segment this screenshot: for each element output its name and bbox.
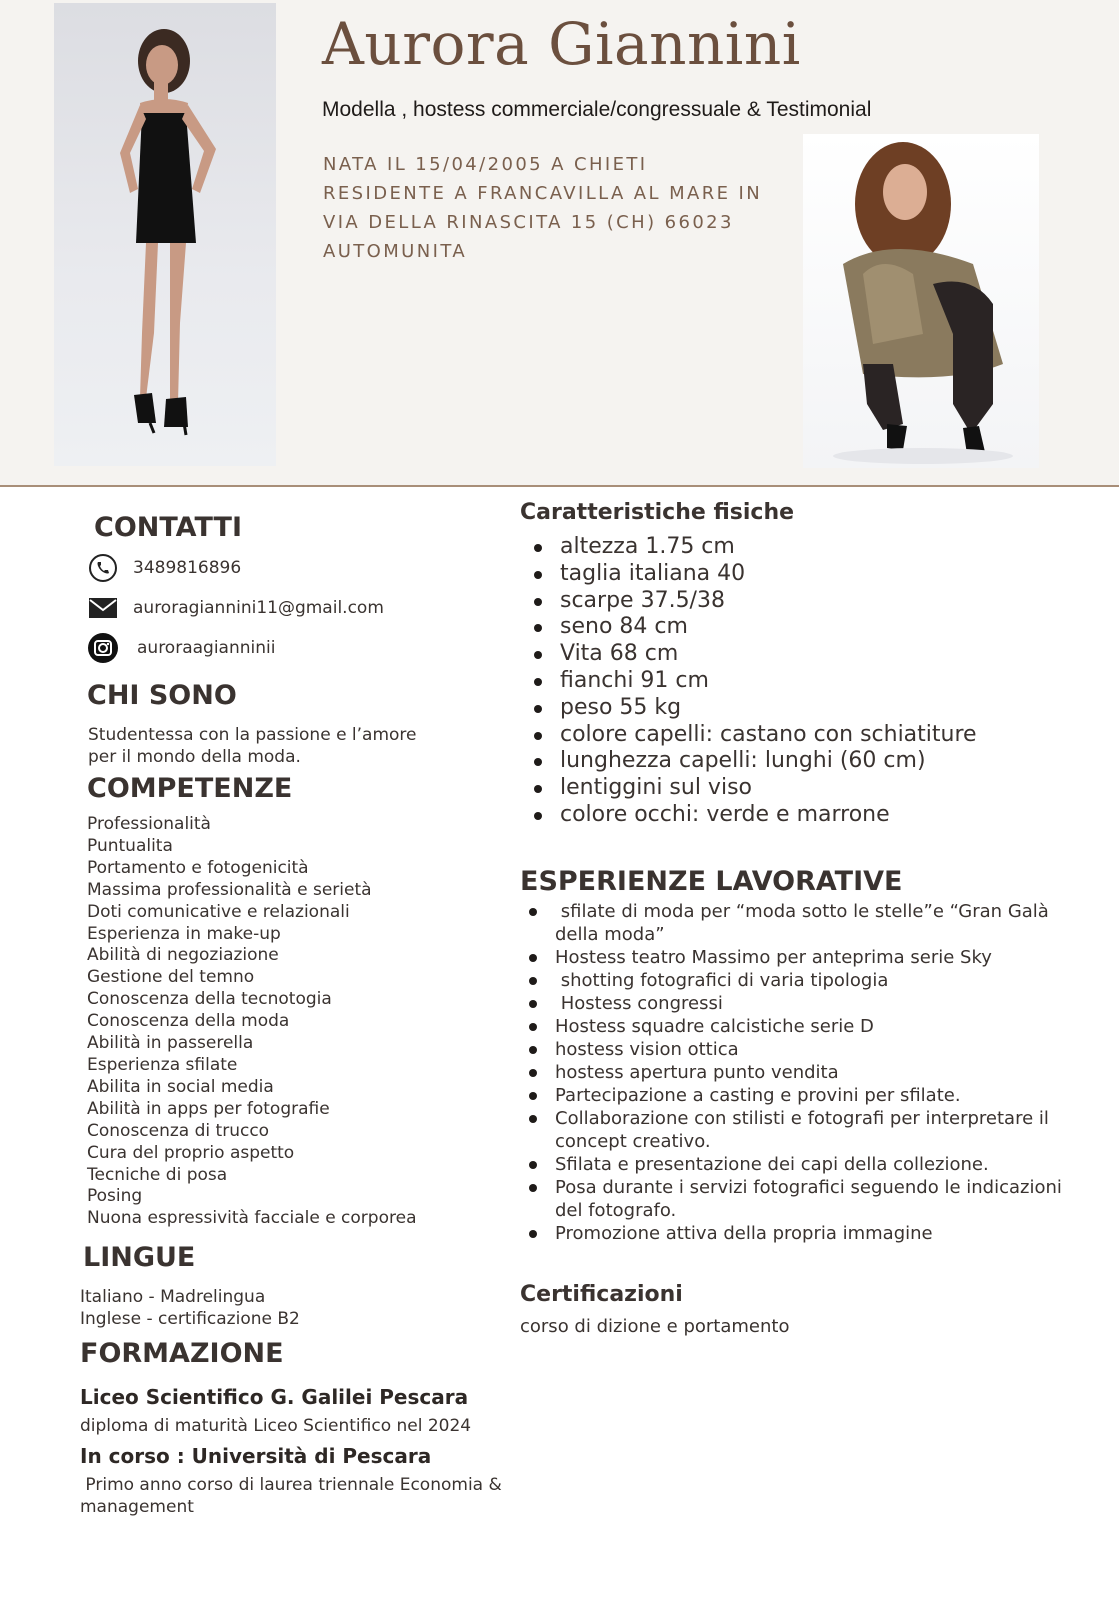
experience-list <box>517 900 1087 1245</box>
skill-item: Abilità di negoziazione <box>87 945 279 966</box>
profession-subtitle: Modella , hostess commerciale/congressuale & Testimonial <box>322 98 872 121</box>
school-detail <box>80 1415 471 1437</box>
experience-item: Partecipazione a casting e provini per sfilate. <box>517 1084 1087 1107</box>
skill-item: Esperienza in make-up <box>87 923 281 944</box>
physical-list <box>522 534 977 829</box>
person-name: Aurora Giannini <box>322 10 801 78</box>
skill-item: Professionalità <box>87 814 211 834</box>
about-heading: CHI SONO <box>87 680 237 711</box>
skill-item: Nuona espressività facciale e corporea <box>87 1208 417 1229</box>
language-item: Inglese - certificazione B2 <box>80 1309 300 1329</box>
physical-item: colore capelli: castano con schiatiture <box>522 722 977 749</box>
physical-item: scarpe 37.5/38 <box>522 588 977 615</box>
residence-line: RESIDENTE A FRANCAVILLA AL MARE IN <box>323 183 763 204</box>
experience-item: Hostess squadre calcistiche serie D <box>517 1015 1087 1038</box>
skill-item: Abilità in passerella <box>87 1033 254 1054</box>
languages-list <box>80 1286 300 1330</box>
full-body-photo <box>54 3 276 466</box>
crouching-photo <box>803 134 1039 468</box>
physical-item: fianchi 91 cm <box>522 668 977 695</box>
header-band <box>0 0 1119 487</box>
certifications-heading: Certificazioni <box>520 1282 683 1307</box>
about-line: per il mondo della moda. <box>88 747 301 767</box>
physical-item: taglia italiana 40 <box>522 561 977 588</box>
phone-icon <box>87 552 119 584</box>
skill-item: Conoscenza della tecnotogia <box>87 989 332 1010</box>
car-owner-line: AUTOMUNITA <box>323 241 468 262</box>
university-detail <box>80 1474 502 1518</box>
physical-item: peso 55 kg <box>522 695 977 722</box>
physical-item: Vita 68 cm <box>522 641 977 668</box>
envelope-icon <box>87 592 119 624</box>
model-silhouette-figure <box>54 3 276 466</box>
skill-item: Cura del proprio aspetto <box>87 1142 295 1163</box>
skills-list <box>87 814 416 1230</box>
experience-item: Hostess congressi <box>517 992 1087 1015</box>
physical-item: lentiggini sul viso <box>522 775 977 802</box>
university-detail-line: management <box>80 1497 194 1517</box>
experience-item: hostess vision ottica <box>517 1038 1087 1061</box>
contacts-heading: CONTATTI <box>94 512 242 543</box>
school-detail-line: diploma di maturità Liceo Scientifico nel 2024 <box>80 1416 472 1436</box>
skill-item: Gestione del temno <box>87 967 255 988</box>
university-title: In corso : Università di Pescara <box>80 1444 432 1468</box>
university-detail-line: Primo anno corso di laurea triennale Economia & <box>80 1475 502 1495</box>
model-crouching-figure <box>803 134 1039 468</box>
skill-item: Esperienza sfilate <box>87 1054 238 1075</box>
language-item: Italiano - Madrelingua <box>80 1287 266 1307</box>
address-line: VIA DELLA RINASCITA 15 (CH) 66023 <box>323 212 734 233</box>
education-heading: FORMAZIONE <box>80 1338 284 1369</box>
skill-item: Portamento e fotogenicità <box>87 857 309 878</box>
birth-line: NATA IL 15/04/2005 A CHIETI <box>323 154 648 175</box>
skill-item: Puntualita <box>87 835 173 856</box>
about-line: Studentessa con la passione e l’amore <box>88 725 417 745</box>
skill-item: Abilita in social media <box>87 1076 274 1097</box>
experience-item: shotting fotografici di varia tipologia <box>517 969 1087 992</box>
phone-number[interactable]: 3489816896 <box>133 558 242 578</box>
skill-item: Doti comunicative e relazionali <box>87 901 350 922</box>
skill-item: Abilità in apps per fotografie <box>87 1098 330 1119</box>
certification-text: corso di dizione e portamento <box>520 1316 790 1337</box>
skill-item: Massima professionalità e serietà <box>87 879 372 900</box>
experience-item: Posa durante i servizi fotografici seguendo le indicazioni del fotografo. <box>517 1176 1087 1222</box>
physical-heading: Caratteristiche fisiche <box>520 500 795 525</box>
languages-heading: LINGUE <box>83 1242 196 1273</box>
skill-item: Tecniche di posa <box>87 1164 228 1185</box>
experience-item: Sfilata e presentazione dei capi della collezione. <box>517 1153 1087 1176</box>
physical-item: seno 84 cm <box>522 614 977 641</box>
experience-item: hostess apertura punto vendita <box>517 1061 1087 1084</box>
experience-item: Hostess teatro Massimo per anteprima serie Sky <box>517 946 1087 969</box>
skill-item: Conoscenza di trucco <box>87 1120 270 1141</box>
skills-heading: COMPETENZE <box>87 773 293 804</box>
physical-item: colore occhi: verde e marrone <box>522 802 977 829</box>
about-text <box>88 724 417 768</box>
skill-item: Posing <box>87 1186 143 1207</box>
instagram-icon <box>87 632 119 664</box>
experience-item: sfilate di moda per “moda sotto le stelle”e “Gran Galà della moda” <box>517 900 1087 946</box>
physical-item: altezza 1.75 cm <box>522 534 977 561</box>
school-title: Liceo Scientifico G. Galilei Pescara <box>80 1385 469 1409</box>
experience-item: Collaborazione con stilisti e fotografi per interpretare il concept creativo. <box>517 1107 1087 1153</box>
physical-item: lunghezza capelli: lunghi (60 cm) <box>522 748 977 775</box>
birth-residence-info <box>323 150 762 266</box>
email-row[interactable] <box>87 592 384 624</box>
experience-heading: ESPERIENZE LAVORATIVE <box>520 866 903 897</box>
email-address[interactable]: auroragiannini11@gmail.com <box>133 598 384 618</box>
instagram-handle[interactable]: auroraagianninii <box>137 638 276 658</box>
instagram-row[interactable] <box>87 632 275 664</box>
skill-item: Conoscenza della moda <box>87 1011 290 1032</box>
phone-row[interactable] <box>87 552 241 584</box>
experience-item: Promozione attiva della propria immagine <box>517 1222 1087 1245</box>
